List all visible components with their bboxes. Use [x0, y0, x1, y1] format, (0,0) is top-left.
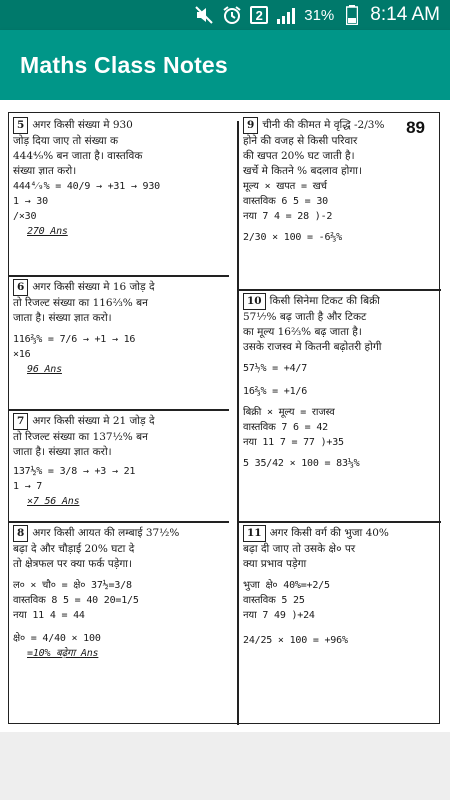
working-line: 16⅔% = +1/6	[243, 386, 308, 397]
working-line: ल० × चौ० = क्षे० 37½=3/8	[13, 580, 132, 591]
question-text: बढ़ा दे और चौड़ाई 20% घटा दे	[13, 543, 135, 555]
question-text: 57⅐% बढ़ जाती है और टिकट	[243, 311, 367, 323]
section-divider	[9, 409, 229, 411]
working-line: बिक्री × मूल्य = राजस्व	[243, 407, 335, 418]
column-divider	[237, 121, 239, 725]
working-line: नया 11 4 = 44	[13, 610, 85, 621]
notes-image[interactable]	[0, 100, 450, 732]
question-text: बढ़ा दी जाए तो उसके क्षे० पर	[243, 543, 356, 555]
section-divider	[9, 521, 229, 523]
question-text: अगर किसी संख्या मे 21 जोड़ दे	[32, 415, 155, 427]
question-number: 11	[243, 525, 266, 542]
question-text: अगर किसी संख्या मे 16 जोड़ दे	[32, 281, 155, 293]
answer-line: 270 Ans	[27, 226, 68, 237]
working-line: भुजा क्षे० 40%=+2/5	[243, 580, 330, 591]
question-8	[13, 525, 229, 661]
question-text: का मूल्य 16⅔% बढ़ जाता है।	[243, 326, 362, 338]
question-text: क्या प्रभाव पड़ेगा	[243, 558, 307, 570]
sim-2-icon: 2	[250, 6, 268, 24]
content-background	[0, 732, 450, 800]
app-title: Maths Class Notes	[20, 52, 228, 78]
question-text: 444⁴⁄₉% बन जाता है। वास्तविक	[13, 150, 143, 162]
working-line: 137½% = 3/8 → +3 → 21	[13, 466, 136, 477]
question-text: अगर किसी आयत की लम्बाई 37½%	[32, 527, 180, 539]
question-text: जाता है। संख्या ज्ञात करो।	[13, 446, 112, 458]
working-line: 57⅐% = +4/7	[243, 363, 308, 374]
battery-percent: 31%	[304, 6, 335, 24]
question-text: जोड़ दिया जाए तो संख्या क	[13, 135, 119, 147]
question-text: संख्या ज्ञात करो।	[13, 165, 77, 177]
working-line: वास्तविक 5 25	[243, 595, 305, 606]
status-bar	[0, 0, 450, 30]
working-line: ×16	[13, 349, 31, 360]
question-6	[13, 279, 229, 377]
question-text: होने की वजह से किसी परिवार	[243, 135, 358, 147]
section-divider	[9, 275, 229, 277]
notes-page-frame	[8, 112, 440, 724]
working-line: 444⁴⁄₉% = 40/9 → +31 → 930	[13, 181, 160, 192]
section-divider	[237, 289, 441, 291]
mute-icon	[194, 5, 214, 25]
question-text: चीनी की कीमत मे वृद्धि -2/3%	[262, 119, 385, 131]
working-line: वास्तविक 6 5 = 30	[243, 196, 328, 207]
question-text: तो रिजल्ट संख्या का 116⅔% बन	[13, 297, 148, 309]
question-7	[13, 413, 229, 509]
question-number: 5	[13, 117, 28, 134]
answer-line: =10% बढ़ेगा Ans	[27, 648, 99, 659]
app-bar	[0, 30, 450, 100]
question-number: 9	[243, 117, 258, 134]
working-line: 1 → 30	[13, 196, 48, 207]
working-line: 116⅔% = 7/6 → +1 → 16	[13, 334, 136, 345]
question-text: किसी सिनेमा टिकट की बिक्री	[269, 295, 380, 307]
section-divider	[237, 521, 441, 523]
question-9	[243, 117, 423, 245]
question-text: तो क्षेत्रफल पर क्या फर्क पड़ेगा।	[13, 558, 132, 570]
working-line: /×30	[13, 211, 37, 222]
clock-time: 8:14 AM	[370, 4, 440, 25]
question-number: 8	[13, 525, 28, 542]
page-number: 89	[406, 118, 425, 137]
alarm-icon	[222, 5, 242, 25]
working-line: क्षे० = 4/40 × 100	[13, 633, 101, 644]
question-text: जाता है। संख्या ज्ञात करो।	[13, 312, 112, 324]
question-11	[243, 525, 439, 648]
answer-line: ×7 56 Ans	[27, 496, 80, 507]
signal-icon	[276, 5, 296, 25]
question-number: 6	[13, 279, 28, 296]
question-text: उसके राजस्व मे कितनी बढ़ोतरी होगी	[243, 341, 382, 353]
working-line: वास्तविक 7 6 = 42	[243, 422, 328, 433]
question-number: 10	[243, 293, 266, 310]
working-line: 2/30 × 100 = -6⅔%	[243, 232, 342, 243]
working-line: नया 11 7 = 77 )+35	[243, 437, 344, 448]
question-text: की खपत 20% घट जाती है।	[243, 150, 355, 162]
question-10	[243, 293, 439, 471]
question-text: खर्चे मे कितने % बदलाव होगा।	[243, 165, 362, 177]
question-text: तो रिजल्ट संख्या का 137½% बन	[13, 431, 148, 443]
question-number: 7	[13, 413, 28, 430]
working-line: 24/25 × 100 = +96%	[243, 635, 348, 646]
battery-icon	[342, 5, 362, 25]
working-line: 5 35/42 × 100 = 83⅓%	[243, 458, 360, 469]
answer-line: 96 Ans	[27, 364, 62, 375]
working-line: 1 → 7	[13, 481, 43, 492]
working-line: नया 7 49 )+24	[243, 610, 315, 621]
working-line: वास्तविक 8 5 = 40 20=1/5	[13, 595, 139, 606]
working-line: नया 7 4 = 28 )-2	[243, 211, 333, 222]
question-5	[13, 117, 229, 239]
question-text: अगर किसी संख्या मे 930	[32, 119, 133, 131]
working-line: मूल्य × खपत = खर्च	[243, 181, 327, 192]
question-text: अगर किसी वर्ग की भुजा 40%	[269, 527, 389, 539]
